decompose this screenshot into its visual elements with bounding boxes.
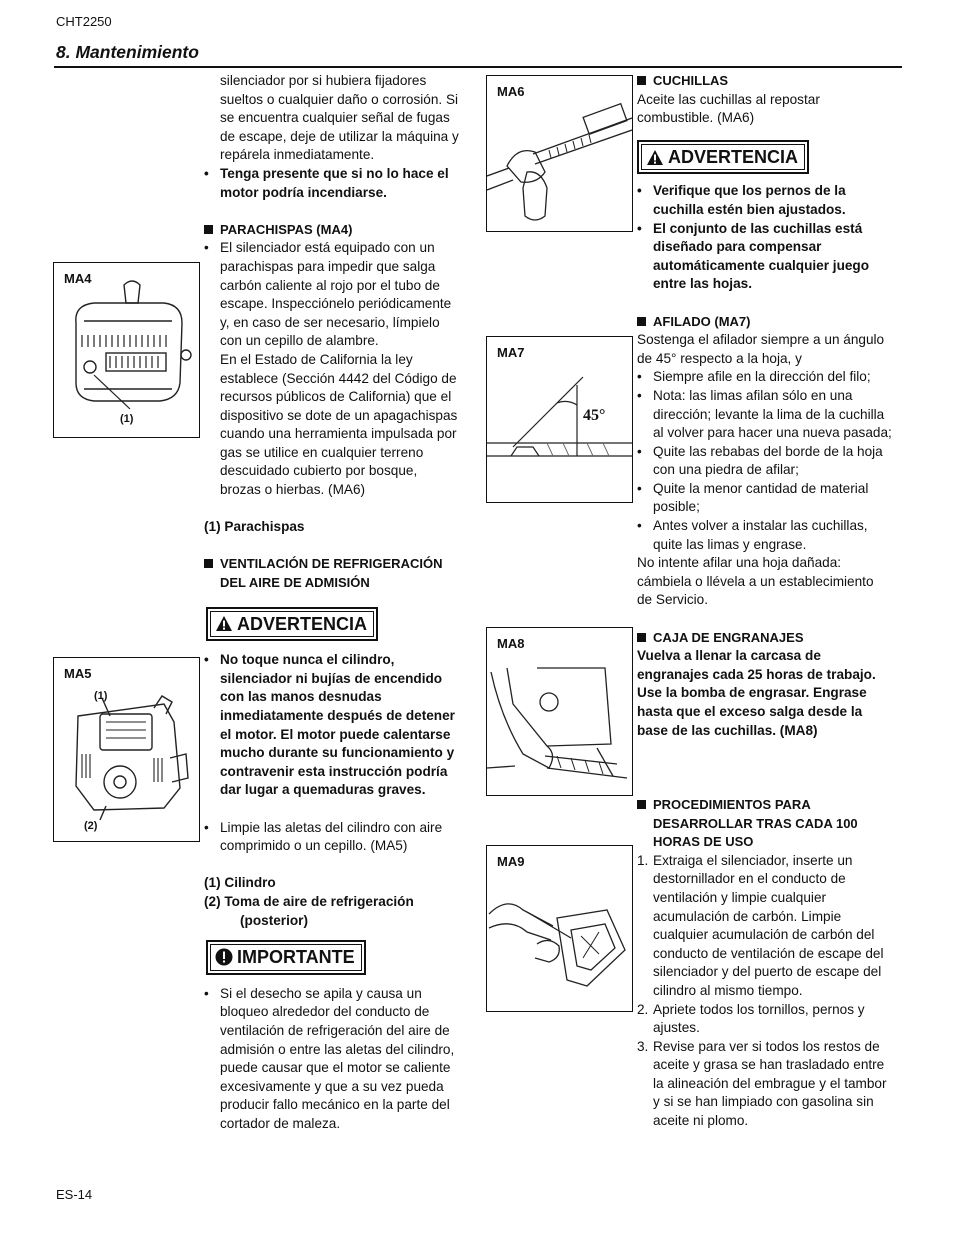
- sharpening-heading: AFILADO (MA7): [637, 313, 902, 332]
- callout-2: (2): [84, 820, 98, 832]
- blade-bolts-warning: • Verifique que los pernos de la cuchilla estén bien ajustados.: [637, 182, 902, 219]
- callout-1: (1): [120, 413, 134, 425]
- sharpening-bullet-2: • Nota: las limas afilan sólo en una dirección; levante la lima de la cuchilla al volver para hacer una nueva pasada;: [637, 387, 902, 443]
- important-label: IMPORTANTE: [237, 947, 355, 968]
- sharpening-bullet-1: • Siempre afile en la dirección del filo;: [637, 368, 902, 387]
- procedure-step-1: 1. Extraiga el silenciador, inserte un destornillador en el conducto de ventilación y limpie cualquier acumulación de carbón. Limpie cualquier acumulación de carbón del conducto de ventilación de escape del silenciador y del puerto de escape del cilindro al mismo tiempo.: [637, 852, 884, 998]
- air-intake-caption-cont: (posterior): [240, 912, 308, 928]
- warning-triangle-icon: [646, 149, 664, 166]
- figure-ma4: [53, 262, 200, 438]
- spark-arrestor-heading: PARACHISPAS (MA4): [204, 221, 476, 240]
- procedure-step-3: 3. Revise para ver si todos los restos de aceite y grasa se han trasladado entre la alineación del embrague y el tambor y si se han limpiado con gasolina sin aceite ni plomo.: [637, 1038, 887, 1129]
- sharpening-text: Sostenga el afilador siempre a un ángulo de 45° respecto a la hoja, y: [637, 332, 885, 366]
- cylinder-caption: (1) Cilindro: [204, 875, 276, 891]
- column-1: [204, 72, 476, 1133]
- ventilation-heading: VENTILACIÓN DE REFRIGERACIÓN DEL AIRE DE ADMISIÓN: [204, 555, 476, 592]
- spark-caption: (1) Parachispas: [204, 519, 305, 535]
- figure-label: MA5: [64, 666, 92, 681]
- engine-illustration: [54, 658, 199, 841]
- figure-ma7: [486, 336, 633, 503]
- exclamation-circle-icon: [215, 948, 233, 966]
- figure-label: MA9: [497, 854, 525, 869]
- sharpening-bullet-3: • Quite las rebabas del borde de la hoja con una piedra de afilar;: [637, 443, 902, 480]
- cylinder-warning: • No toque nunca el cilindro, silenciador ni bujías de encendido con las manos desnudas inmediatamente después de detener el motor. El motor puede calentarse mucho durante su funcionamiento y contravenir esta instrucción podría dar lugar a quemaduras graves.: [204, 651, 476, 800]
- clean-fins-bullet: • Limpie las aletas del cilindro con aire comprimido o un cepillo. (MA5): [204, 819, 476, 856]
- angle-label: 45°: [583, 407, 606, 424]
- callout-1: (1): [94, 690, 108, 702]
- air-intake-caption: (2) Toma de aire de refrigeración: [204, 893, 414, 909]
- fire-warning: • Tenga presente que si no lo hace el motor podría incendiarse.: [204, 165, 476, 202]
- procedures-heading: PROCEDIMIENTOS PARA DESARROLLAR TRAS CADA 100 HORAS DE USO: [637, 796, 902, 852]
- figure-label: MA8: [497, 636, 525, 651]
- warning-label: ADVERTENCIA: [668, 146, 799, 167]
- spark-arrestor-bullet: • El silenciador está equipado con un parachispas para impedir que salga carbón caliente al rojo por el tubo de escape. Inspecciónelo periódicamente y, en caso de ser necesario, límpielo con un cepillo de alambre.: [204, 239, 476, 351]
- figure-label: MA4: [64, 271, 92, 286]
- gearbox-heading: CAJA DE ENGRANAJES: [637, 629, 902, 648]
- column-2: [637, 72, 902, 1131]
- muffler-paragraph: silenciador por si hubiera fijadores sueltos o cualquier daño o corrosión. Si se encuentra cualquier señal de fugas de escape, deje de utilizar la máquina y repárela inmediatamente.: [220, 73, 459, 163]
- important-box: [206, 940, 366, 975]
- figure-ma9: [486, 845, 633, 1012]
- blade-assembly-warning: • El conjunto de las cuchillas está diseñado para compensar automáticamente cualquier juego entre las hojas.: [637, 220, 902, 294]
- warning-triangle-icon: [215, 615, 233, 632]
- warning-box: [206, 607, 378, 642]
- debris-bullet: • Si el desecho se apila y causa un bloqueo alrededor del conducto de ventilación de refrigeración del aire de admisión o entre las aletas del cilindro, puede causar que el motor se caliente excesivamente y que a su vez pueda producir fallo mecánico en la parte del cortador de maleza.: [204, 985, 476, 1134]
- blades-heading: CUCHILLAS: [637, 72, 902, 91]
- muffler-illustration: [54, 263, 199, 437]
- figure-ma8: [486, 627, 633, 796]
- warning-box-2: [637, 140, 809, 175]
- sharpening-bullet-4: • Quite la menor cantidad de material posible;: [637, 480, 902, 517]
- section-title: 8. Mantenimiento: [56, 42, 199, 62]
- sharpening-angle-diagram: [487, 337, 632, 502]
- header-rule: [54, 66, 902, 68]
- gearbox-text: Vuelva a llenar la carcasa de engranajes cada 25 horas de trabajo. Use la bomba de engrasar. Engrase hasta que el exceso salga desde la base de las cuchillas. (MA8): [637, 648, 876, 738]
- warning-label: ADVERTENCIA: [237, 613, 368, 634]
- procedure-step-2: 2. Apriete todos los tornillos, pernos y ajustes.: [637, 1001, 865, 1036]
- blades-text: Aceite las cuchillas al repostar combustible. (MA6): [637, 91, 820, 126]
- figure-label: MA6: [497, 84, 525, 99]
- muffler-cleaning-illustration: [487, 846, 632, 1011]
- oiling-blades-illustration: [487, 76, 632, 231]
- gearbox-grease-illustration: [487, 628, 632, 795]
- figure-label: MA7: [497, 345, 525, 360]
- model-number: CHT2250: [56, 14, 112, 29]
- page-number: ES-14: [56, 1187, 93, 1202]
- sharpening-note: No intente afilar una hoja dañada: cámbiela o llévela a un establecimiento de Servicio.: [637, 555, 874, 608]
- figure-ma5: [53, 657, 200, 842]
- figure-ma6: [486, 75, 633, 232]
- sharpening-bullet-5: • Antes volver a instalar las cuchillas, quite las limas y engrase.: [637, 517, 902, 554]
- california-paragraph: En el Estado de California la ley establece (Sección 4442 del Código de recursos públicos de California) que el dispositivo se dote de un apagachispas cuando una herramienta impulsada por gas se utilice en cualquier terreno descuidado cubierto por bosque, brozas o hierbas. (MA6): [220, 351, 458, 498]
